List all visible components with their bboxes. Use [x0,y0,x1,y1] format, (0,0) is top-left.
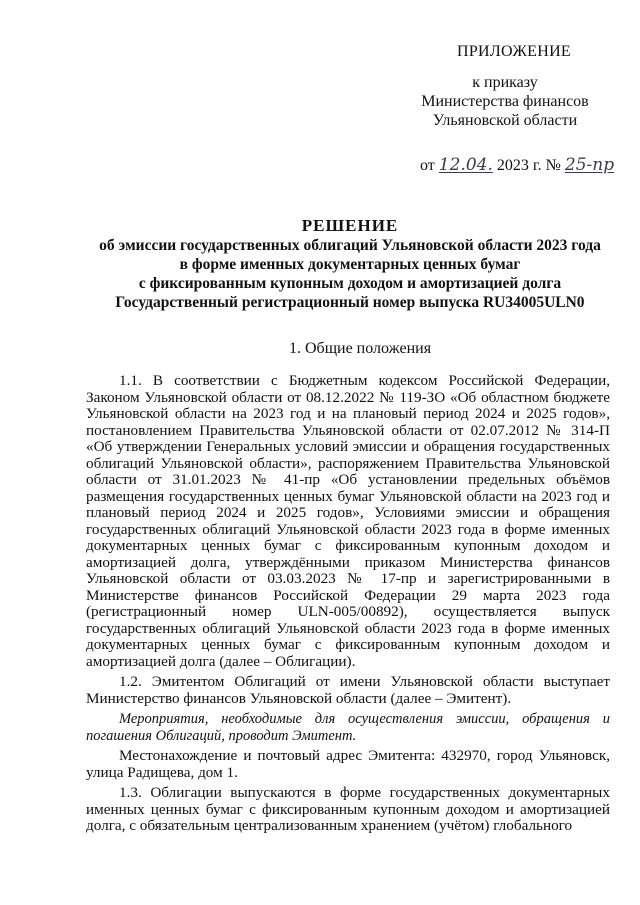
document-body [86,373,610,839]
decision-subtitle-3: с фиксированным купонным доходом и амортизацией долга [138,275,562,292]
decision-heading [60,216,640,312]
order-date-number [420,155,614,175]
appendix-title: ПРИЛОЖЕНИЕ [457,43,572,60]
paragraph-1-3: 1.3. Облигации выпускаются в форме государственных документарных именных ценных бумаг с фиксированным купонным доходом и амортизацией долга, с обязательным централизованным хранением (учётом) глобального [86,784,610,834]
appendix-ministry-line: Министерства финансов [421,93,589,110]
handwritten-number: 25-пр [564,155,615,175]
appendix-order-line: к приказу [472,74,538,91]
appendix-region-line: Ульяновской области [432,112,578,129]
decision-subtitle-2: в форме именных документарных ценных бумаг [179,256,521,273]
decision-subtitle-1: об эмиссии государственных облигаций Ульяновской области 2023 года [99,237,601,254]
paragraph-1-1: 1.1. В соответствии с Бюджетным кодексом Российской Федерации, Законом Ульяновской области от 08.12.2022 № 119-ЗО «Об областном бюджете Ульяновской области на 2023 год и на плановый период 2024 и 2025 годов», постановлением Правительства Ульяновской области от 02.07.2012 № 314-П «Об утверждении Генеральных условий эмиссии и обращения государственных облигаций Ульяновской области», распоряжением Правительства Ульяновской области от 31.01.2023 № 41-пр «Об установлении предельных объёмов размещения государственных ценных бумаг Ульяновской области на 2023 год и плановый период 2024 и 2025 годов», Условиями эмиссии и обращения государственных облигаций Ульяновской области 2023 года в форме именных документарных ценных бумаг с фиксированным купонным доходом и амортизацией долга, утверждёнными приказом Министерства финансов Ульяновской области от 03.03.2023 № 17-пр и зарегистрированными в Министерстве финансов Российской Федерации 29 марта 2023 года (регистрационный номер ULN-005/00892), осуществляется выпуск государственных облигаций Ульяновской области 2023 года в форме именных документарных ценных бумаг с фиксированным купонным доходом и амортизацией долга (далее – Облигации). [86,372,610,670]
appendix-block [405,42,615,130]
registration-number: Государственный регистрационный номер выпуска RU34005ULN0 [115,294,585,311]
date-year: 2023 г. № [496,157,561,174]
date-prefix: от [420,157,435,174]
decision-title: РЕШЕНИЕ [301,216,399,235]
handwritten-date: 12.04. [438,155,493,175]
paragraph-measures: Мероприятия, необходимые для осуществления эмиссии, обращения и погашения Облигаций, проводит Эмитент. [86,711,610,744]
paragraph-address: Местонахождение и почтовый адрес Эмитента: 432970, город Ульяновск, улица Радищева, дом 1. [86,747,610,781]
section-title: 1. Общие положения [289,340,432,357]
paragraph-1-2: 1.2. Эмитентом Облигаций от имени Ульяновской области выступает Министерство финансов Ульяновской области (далее – Эмитент). [86,673,610,707]
